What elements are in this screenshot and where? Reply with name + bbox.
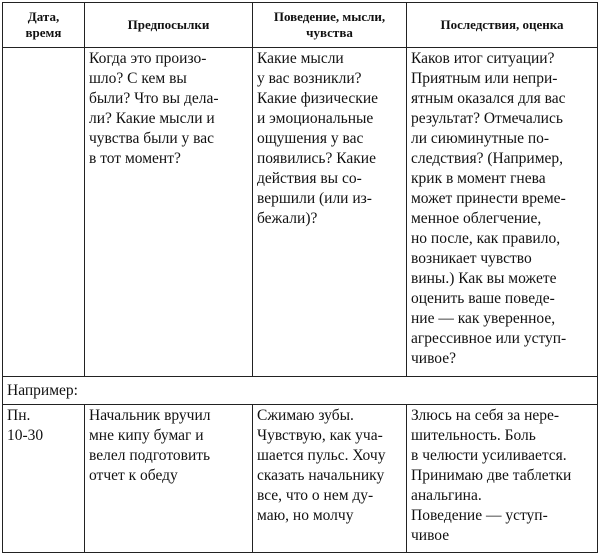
header-row [3, 3, 598, 48]
header-behavior: Поведение, мысли, чувства [253, 3, 407, 48]
example-row [3, 405, 598, 553]
header-prerequisites: Предпосылки [85, 3, 253, 48]
guide-date-cell [3, 48, 85, 377]
example-prerequisites-cell: Начальник вручил мне кипу бумаг и велел подготовить отчет к обеду [85, 405, 253, 553]
guide-behavior-cell: Какие мысли у вас возникли? Какие физические и эмоциональные ощушения у вас появились? Какие действия вы со- вершили (или из- бежали)? [253, 48, 407, 377]
example-behavior-cell: Сжимаю зубы. Чувствую, как уча- шается пульс. Хочу сказать начальнику все, что о нем ду- маю, но молчу [253, 405, 407, 553]
guide-row [3, 48, 598, 377]
example-date-cell: Пн. 10-30 [3, 405, 85, 553]
diary-table [2, 2, 598, 553]
header-consequences: Последствия, оценка [407, 3, 598, 48]
header-date: Дата, время [3, 3, 85, 48]
example-label: Например: [3, 377, 598, 405]
guide-consequences-cell: Каков итог ситуации? Приятным или непри- ятным оказался для вас результат? Отмечались ли сиюминутные по- следствия? (Например, крик в момент гнева может принести време- менное облегчение, но после, как правило, возникает чувство вины.) Как вы можете оценить ваше поведе- ние — как уверенное, агрессивное или уступ- чивое? [407, 48, 598, 377]
example-label-row [3, 377, 598, 405]
example-consequences-cell: Злюсь на себя за нере- шительность. Боль в челюсти усиливается. Принимаю две таблетки анальгина. Поведение — уступ- чивое [407, 405, 598, 553]
guide-prerequisites-cell: Когда это произо- шло? С кем вы были? Что вы дела- ли? Какие мысли и чувства были у вас в тот момент? [85, 48, 253, 377]
